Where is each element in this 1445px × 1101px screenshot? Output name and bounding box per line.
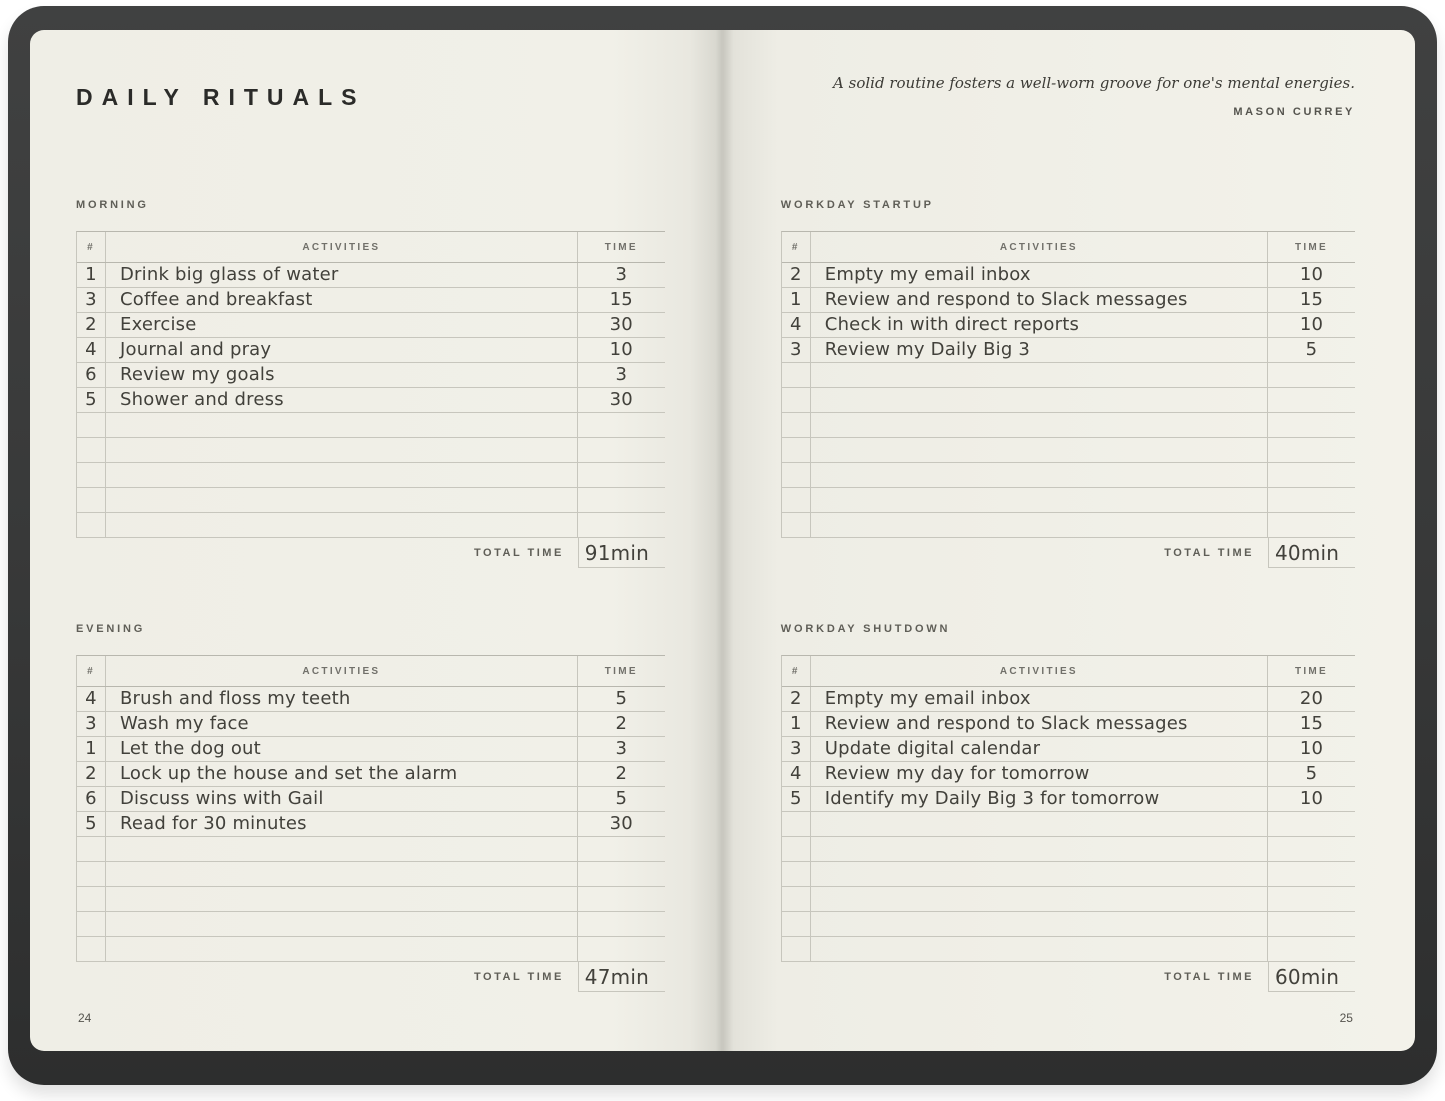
table-row [782,687,1355,712]
table-row [782,263,1355,288]
notebook-cover [8,6,1437,1085]
row-number: 1 [782,288,811,312]
row-time: 5 [1305,339,1318,360]
row-activity [106,862,578,886]
row-number [77,837,106,861]
table-header-row [782,232,1355,263]
row-activity: Coffee and breakfast [106,288,578,312]
column-header-activities: ACTIVITIES [811,232,1268,262]
row-activity [811,912,1268,936]
section-label: MORNING [76,199,149,211]
table-row [782,488,1355,513]
row-number [77,912,106,936]
notebook-open-pages [30,30,1415,1051]
table-row [782,862,1355,887]
table-row [77,338,665,363]
table-row [77,438,665,463]
total-time-value: 60min [1268,962,1355,992]
table-row [77,363,665,388]
row-time [578,438,665,462]
row-activity: Read for 30 minutes [106,812,578,836]
table-row [77,912,665,937]
row-activity [811,438,1268,462]
row-number [782,912,811,936]
section-workday-startup [781,198,1355,568]
row-time [1268,912,1355,936]
row-activity [811,413,1268,437]
table-row [77,937,665,962]
row-number [782,837,811,861]
row-time: 15 [609,289,633,310]
row-number: 1 [77,737,106,761]
table-row [77,263,665,288]
total-time-value: 40min [1268,538,1355,568]
table-row [77,862,665,887]
column-header-time: TIME [604,241,638,253]
table-row [782,388,1355,413]
row-activity: Empty my email inbox [811,687,1268,711]
table-row [782,787,1355,812]
column-header-activities: ACTIVITIES [811,656,1268,686]
row-activity: Journal and pray [106,338,578,362]
table-row [782,712,1355,737]
row-number: 2 [77,762,106,786]
table-header-row [782,656,1355,687]
row-number [782,438,811,462]
table-row [782,338,1355,363]
row-number: 5 [77,388,106,412]
row-time: 5 [615,688,628,709]
column-header-time: TIME [1294,241,1329,253]
row-time: 10 [609,339,633,360]
row-time: 30 [609,813,633,834]
total-time-label: TOTAL TIME [1164,971,1254,983]
row-activity [106,413,578,437]
table-row [782,762,1355,787]
row-time [1268,862,1355,886]
row-time [1268,388,1355,412]
row-number: 3 [77,288,106,312]
total-time-row [76,538,665,568]
row-time: 3 [615,738,628,759]
table-row [77,488,665,513]
table-row [77,463,665,488]
row-activity: Review and respond to Slack messages [811,288,1268,312]
row-time: 5 [615,788,628,809]
row-time [1268,837,1355,861]
table-row [782,363,1355,388]
row-number [782,862,811,886]
total-time-label: TOTAL TIME [1164,547,1254,559]
table-row [782,937,1355,962]
row-activity: Let the dog out [106,737,578,761]
row-activity: Lock up the house and set the alarm [106,762,578,786]
row-number [782,363,811,387]
row-number [782,463,811,487]
table-row [77,887,665,912]
row-time [1268,363,1355,387]
column-header-number: # [782,232,811,262]
row-activity: Drink big glass of water [106,263,578,287]
section-label: WORKDAY SHUTDOWN [780,623,951,635]
row-activity [811,513,1268,537]
row-time [1268,463,1355,487]
row-activity [106,438,578,462]
row-number: 4 [782,313,811,337]
row-number [77,887,106,911]
rituals-table [781,231,1355,538]
column-header-activities: ACTIVITIES [106,232,578,262]
table-header-row [77,232,665,263]
row-activity [811,862,1268,886]
row-time: 30 [609,314,633,335]
page-number-left: 24 [78,1011,92,1025]
row-activity: Review my goals [106,363,578,387]
row-activity: Update digital calendar [811,737,1268,761]
row-activity: Brush and floss my teeth [106,687,578,711]
row-number: 1 [782,712,811,736]
section-label: EVENING [76,623,146,635]
row-time [1268,438,1355,462]
row-time [1268,488,1355,512]
row-time: 20 [1299,688,1324,709]
table-row [782,438,1355,463]
table-row [77,812,665,837]
row-number [782,812,811,836]
row-number: 4 [77,687,106,711]
total-time-value: 91min [578,538,665,568]
table-row [782,413,1355,438]
quote-block [781,30,1355,198]
row-time: 3 [615,264,628,285]
row-number: 3 [782,338,811,362]
table-row [782,288,1355,313]
row-activity: Review my Daily Big 3 [811,338,1268,362]
row-activity: Check in with direct reports [811,313,1268,337]
row-number [77,438,106,462]
row-number: 5 [77,812,106,836]
table-row [77,413,665,438]
row-activity [811,812,1268,836]
column-header-time: TIME [1294,665,1329,677]
row-time [1268,513,1355,537]
row-number [77,463,106,487]
page-title: DAILY RITUALS [76,84,366,110]
page-number-right: 25 [1339,1011,1353,1025]
row-number [782,488,811,512]
row-time: 2 [615,713,628,734]
table-row [782,463,1355,488]
row-number: 4 [77,338,106,362]
column-header-time: TIME [604,665,638,677]
total-time-row [76,962,665,992]
row-number [77,513,106,537]
row-time [578,413,665,437]
total-time-row [781,538,1355,568]
row-time: 15 [1299,713,1324,734]
column-header-number: # [77,656,106,686]
row-activity [811,388,1268,412]
row-activity [106,887,578,911]
row-time [1268,812,1355,836]
column-header-number: # [77,232,106,262]
table-row [782,737,1355,762]
row-time [578,488,665,512]
row-time [578,912,665,936]
total-time-row [781,962,1355,992]
row-number: 4 [782,762,811,786]
row-number: 6 [77,787,106,811]
row-number [782,937,811,961]
row-time: 3 [615,364,628,385]
row-number [782,388,811,412]
page-header [76,30,665,198]
table-row [782,837,1355,862]
table-row [77,712,665,737]
row-number: 1 [77,263,106,287]
row-time [578,937,665,961]
row-number: 2 [77,313,106,337]
table-row [77,737,665,762]
rituals-table [76,655,665,962]
row-time: 10 [1299,788,1324,809]
row-activity [811,887,1268,911]
row-number: 2 [782,687,811,711]
rituals-table [76,231,665,538]
row-time [578,887,665,911]
total-time-label: TOTAL TIME [474,971,564,983]
row-time [578,837,665,861]
section-workday-shutdown [781,622,1355,992]
row-activity: Shower and dress [106,388,578,412]
row-number [77,488,106,512]
quote-attribution: MASON CURREY [1233,106,1355,118]
row-activity [106,463,578,487]
table-row [782,313,1355,338]
row-activity: Discuss wins with Gail [106,787,578,811]
row-activity: Identify my Daily Big 3 for tomorrow [811,787,1268,811]
row-number [77,413,106,437]
row-time: 30 [609,389,633,410]
row-time: 2 [615,763,628,784]
row-number: 6 [77,363,106,387]
table-row [782,812,1355,837]
section-evening [76,622,665,992]
row-activity [106,837,578,861]
row-time [1268,413,1355,437]
left-page [30,30,713,1051]
table-row [782,912,1355,937]
table-row [77,837,665,862]
table-row [77,762,665,787]
section-label: WORKDAY STARTUP [780,199,934,211]
row-time: 10 [1299,264,1324,285]
row-time [1268,937,1355,961]
row-activity [811,937,1268,961]
table-row [77,313,665,338]
row-activity [106,912,578,936]
row-activity [811,463,1268,487]
right-page [713,30,1415,1051]
row-time: 10 [1299,314,1324,335]
row-number [77,862,106,886]
column-header-number: # [782,656,811,686]
row-number: 5 [782,787,811,811]
section-morning [76,198,665,568]
row-activity: Empty my email inbox [811,263,1268,287]
row-time [578,513,665,537]
row-activity: Exercise [106,313,578,337]
row-activity [811,363,1268,387]
table-row [77,787,665,812]
row-number [782,413,811,437]
row-number [782,887,811,911]
row-activity [811,488,1268,512]
row-time [1268,887,1355,911]
row-time [578,862,665,886]
row-number: 3 [782,737,811,761]
column-header-activities: ACTIVITIES [106,656,578,686]
total-time-value: 47min [578,962,665,992]
row-time: 15 [1299,289,1324,310]
row-number [77,937,106,961]
row-activity [106,488,578,512]
row-activity: Review my day for tomorrow [811,762,1268,786]
quote-text: A solid routine fosters a well-worn groove for one's mental energies. [833,74,1355,92]
table-row [77,388,665,413]
rituals-table [781,655,1355,962]
row-time: 5 [1305,763,1318,784]
row-number: 3 [77,712,106,736]
row-time: 10 [1299,738,1324,759]
table-header-row [77,656,665,687]
row-activity: Review and respond to Slack messages [811,712,1268,736]
row-activity [106,937,578,961]
table-row [77,288,665,313]
row-time [578,463,665,487]
table-row [77,513,665,538]
table-row [782,513,1355,538]
row-activity: Wash my face [106,712,578,736]
row-number: 2 [782,263,811,287]
row-activity [811,837,1268,861]
row-number [782,513,811,537]
total-time-label: TOTAL TIME [474,547,564,559]
table-row [782,887,1355,912]
table-row [77,687,665,712]
row-activity [106,513,578,537]
